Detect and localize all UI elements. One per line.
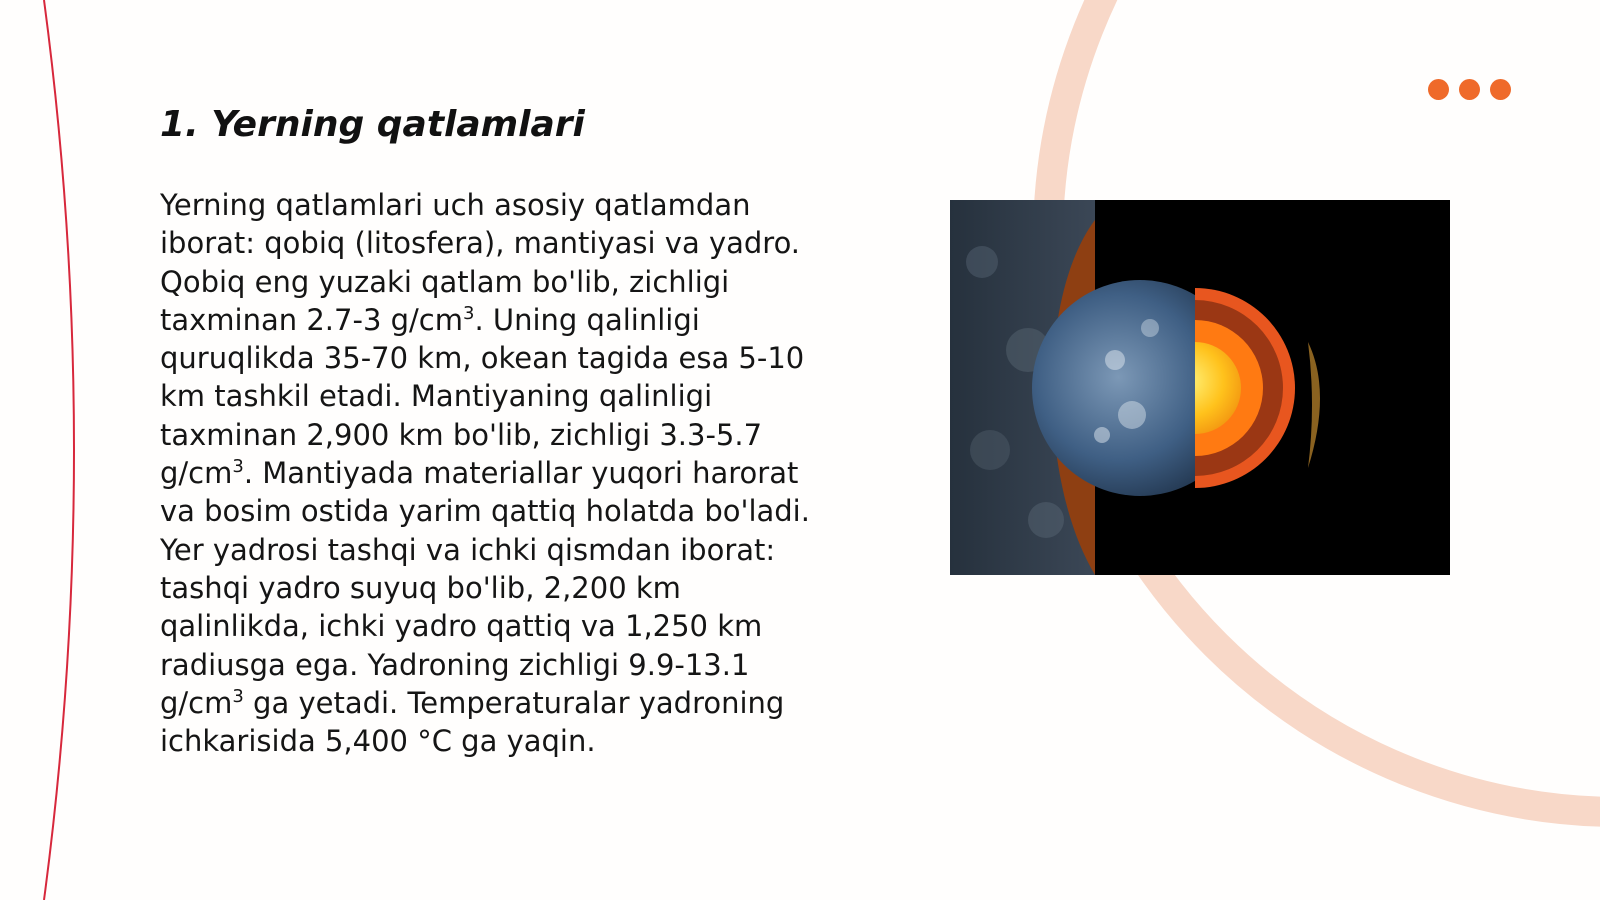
dot-icon	[1490, 79, 1511, 100]
paragraph-text: taxminan 2.7-3 g/cm	[160, 302, 463, 337]
paragraph-text: g/cm	[160, 456, 233, 491]
paragraph-line: tashqi yadro suyuq bo'lib, 2,200 km	[160, 570, 681, 605]
earth-layers-image	[950, 200, 1450, 575]
paragraph-line	[160, 454, 840, 492]
paragraph-line: ichkarisida 5,400 °C ga yaqin.	[160, 724, 596, 759]
superscript-cubed: 3	[232, 456, 244, 478]
dot-icon	[1459, 79, 1480, 100]
paragraph-line: Yer yadrosi tashqi va ichki qismdan iborat:	[160, 532, 776, 567]
dot-icon	[1428, 79, 1449, 100]
paragraph-line: Yerning qatlamlari uch asosiy qatlamdan	[160, 188, 751, 222]
paragraph-line: va bosim ostida yarim qattiq holatda bo'ladi.	[160, 494, 810, 529]
paragraph-text: . Uning qalinligi	[474, 302, 700, 337]
superscript-cubed: 3	[232, 685, 244, 707]
paragraph-line	[160, 301, 840, 339]
paragraph-line	[160, 684, 840, 722]
left-edge-line	[44, 0, 74, 900]
paragraph-line: quruqlikda 35-70 km, okean tagida esa 5-10	[160, 341, 805, 376]
paragraph-line: iborat: qobiq (litosfera), mantiyasi va yadro.	[160, 226, 801, 261]
paragraph-line: taxminan 2,900 km bo'lib, zichligi 3.3-5.7	[160, 417, 763, 452]
paragraph-line: km tashkil etadi. Mantiyaning qalinligi	[160, 379, 713, 414]
body-paragraph	[160, 186, 840, 760]
paragraph-text: ga yetadi. Temperaturalar yadroning	[243, 685, 785, 720]
superscript-cubed: 3	[463, 302, 475, 324]
paragraph-line: radiusga ega. Yadroning zichligi 9.9-13.1	[160, 647, 750, 682]
paragraph-line: Qobiq eng yuzaki qatlam bo'lib, zichligi	[160, 264, 730, 299]
earth-layers-illustration	[950, 200, 1450, 575]
paragraph-text: . Mantiyada materiallar yuqori harorat	[243, 456, 799, 491]
more-dots-icon	[1428, 79, 1512, 101]
paragraph-line: qalinlikda, ichki yadro qattiq va 1,250 km	[160, 609, 763, 644]
paragraph-text: g/cm	[160, 685, 233, 720]
slide-title: 1. Yerning qatlamlari	[160, 104, 585, 145]
